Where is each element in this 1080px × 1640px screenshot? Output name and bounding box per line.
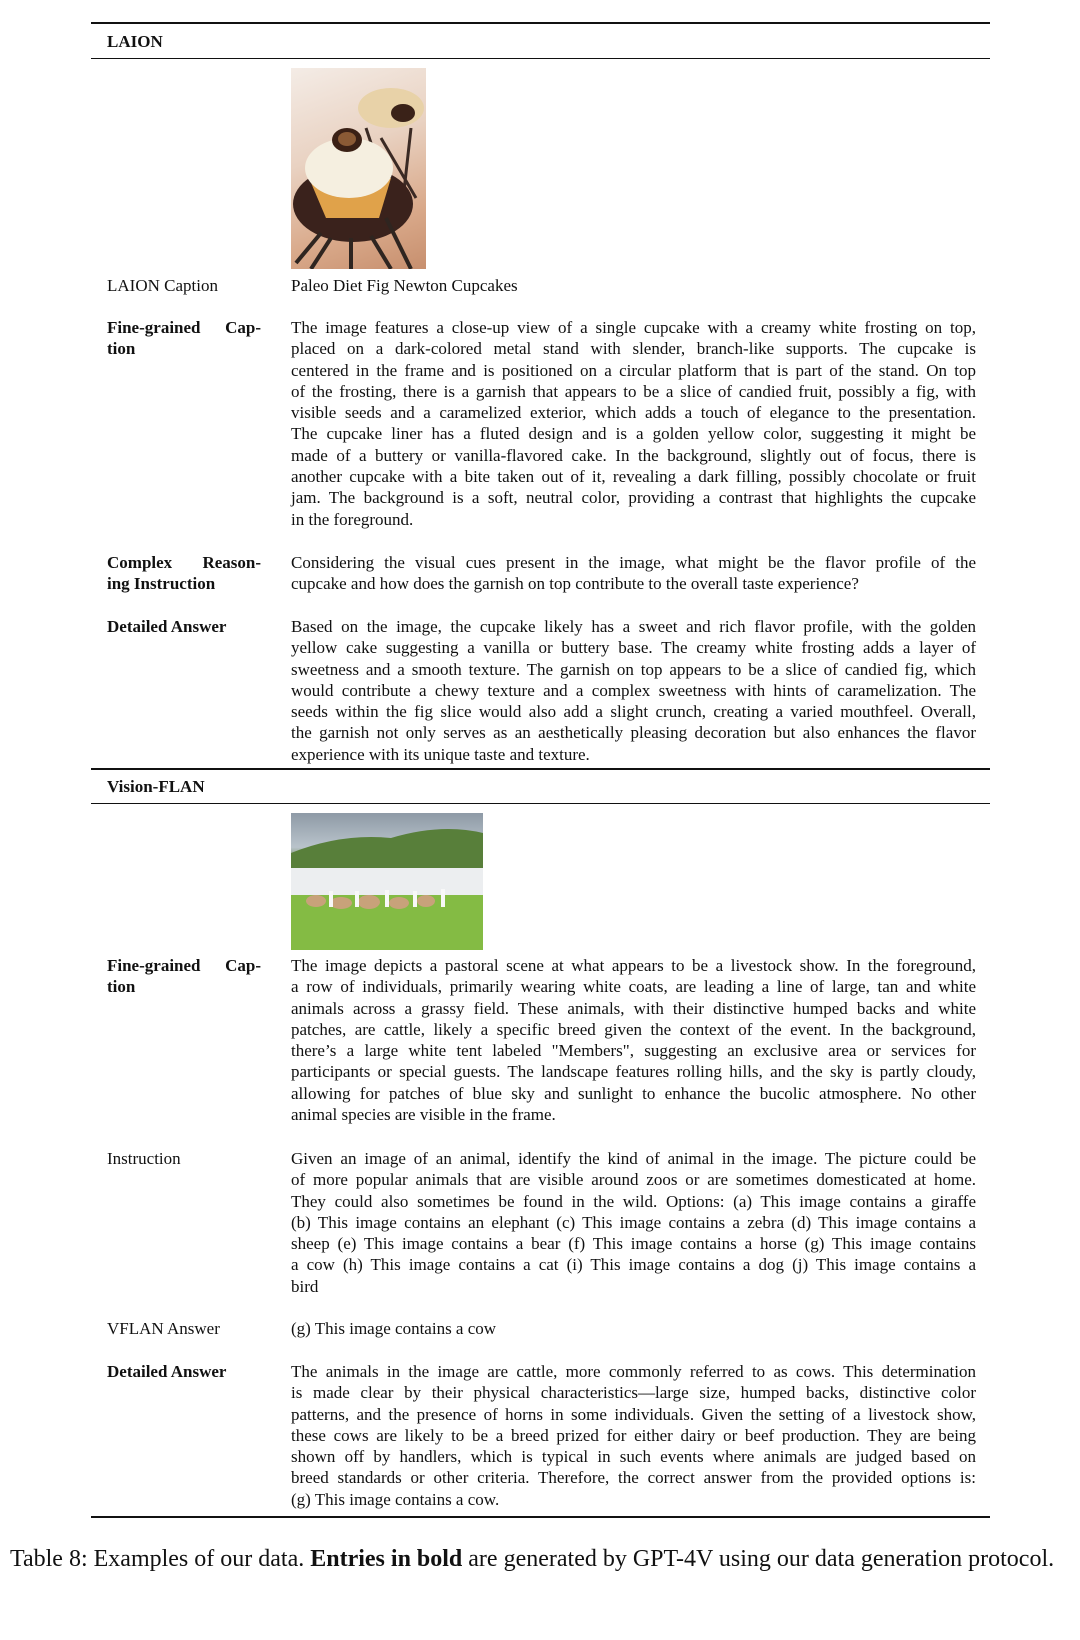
top-rule	[91, 22, 990, 24]
row-value-line: The image depicts a pastoral scene at what appears to be a livestock show. In the foreground,	[291, 956, 976, 975]
row-value	[291, 275, 976, 296]
row-value-line: another cupcake with a bite taken out of it, revealing a dark filling, possibly chocolate or fruit	[291, 467, 976, 487]
row-value-line: centered in the frame and is positioned on a circular platform that is part of the stand. On top	[291, 360, 976, 380]
row-label-line: Instruction	[107, 1149, 181, 1168]
row-label	[107, 1148, 261, 1169]
caption-prefix: Table 8: Examples of our data.	[10, 1546, 311, 1572]
row-value-line: The cupcake liner has a fluted design and is a golden yellow color, suggesting it might be	[291, 424, 976, 444]
row-value-line: jam. The background is a soft, neutral color, providing a contrast that highlights the cupcake	[291, 488, 976, 508]
row-value	[291, 552, 976, 595]
row-value-line: visible seeds and a caramelized exterior, which adds a touch of elegance to the presentation.	[291, 403, 976, 423]
row-value-line: would contribute a chewy texture and a complex sweetness with hints of caramelization. The	[291, 680, 976, 700]
section-rule	[91, 58, 990, 59]
section-rule	[91, 803, 990, 804]
row-value	[291, 616, 976, 765]
row-value-line: a cow (h) This image contains a cat (i) This image contains a dog (j) This image contains a	[291, 1255, 976, 1275]
row-value-line: (g) This image contains a cow.	[291, 1489, 500, 1509]
row-value-line: there’s a large white tent labeled "Members", suggesting an exclusive area or services for	[291, 1041, 976, 1061]
row-value-line: is made clear by their physical characteristics—large size, humped backs, distinctive color	[291, 1383, 976, 1403]
row-value-line: made of a buttery or vanilla-flavored cake. In the background, slightly out of focus, there is	[291, 445, 976, 465]
row-label	[107, 616, 261, 637]
row-value-line: these cows are likely to be a breed prized for either dairy or beef production. They are being	[291, 1425, 976, 1445]
cupcake-image	[291, 68, 426, 269]
row-value	[291, 317, 976, 530]
row-value-line: experience with its unique taste and texture.	[291, 744, 590, 764]
row-label	[107, 552, 261, 595]
bottom-rule	[91, 1516, 990, 1518]
row-value-line: a row of individuals, primarily wearing white coats, are leading a line of large, tan and white	[291, 977, 976, 997]
row-value-line: Considering the visual cues present in the image, what might be the flavor profile of the	[291, 553, 976, 572]
row-value-line: breed standards or other criteria. Therefore, the correct answer from the provided options is:	[291, 1468, 976, 1488]
row-value-line: (g) This image contains a cow	[291, 1319, 497, 1338]
row-value-line: participants or special guests. The landscape features rolling hills, and the sky is partly cloudy,	[291, 1062, 976, 1082]
row-label-line: tion	[107, 977, 136, 997]
row-value-line: bird	[291, 1276, 319, 1296]
row-value-line: yellow cake suggesting a vanilla or buttery base. The creamy white frosting adds a layer of	[291, 638, 976, 658]
row-value-line: sheep (e) This image contains a bear (f) This image contains a horse (g) This image contains	[291, 1234, 976, 1254]
row-value	[291, 1148, 976, 1297]
row-value	[291, 1361, 976, 1510]
row-label-line: LAION Caption	[107, 276, 218, 295]
row-label-line: VFLAN Answer	[107, 1319, 220, 1338]
row-label-line: Fine-grained Cap-	[107, 956, 261, 975]
livestock-show-image	[291, 813, 483, 950]
row-value-line: animals across a grassy field. These animals, with their distinctive humped backs and white	[291, 998, 976, 1018]
section-title-vision-flan: Vision-FLAN	[107, 777, 205, 796]
row-value-line: cupcake and how does the garnish on top contribute to the overall taste experience?	[291, 574, 859, 594]
row-value-line: placed on a dark-colored metal stand with slender, branch-like supports. The cupcake is	[291, 339, 976, 359]
row-label-line: Detailed Answer	[107, 617, 227, 636]
caption-bold: Entries in bold	[310, 1546, 463, 1572]
row-value-line: animal species are visible in the frame.	[291, 1105, 556, 1125]
row-label-line: Detailed Answer	[107, 1362, 227, 1381]
row-label	[107, 955, 261, 998]
row-label	[107, 317, 261, 360]
row-value-line: patterns, and the presence of horns in some individuals. Given the setting of a livestock show,	[291, 1404, 976, 1424]
row-label	[107, 1318, 261, 1339]
row-value-line: seeds within the fig slice would also add a slight crunch, creating a varied mouthfeel. Overall,	[291, 702, 976, 722]
row-value-line: They could also sometimes be found in the wild. Options: (a) This image contains a giraffe	[291, 1191, 976, 1211]
row-label	[107, 1361, 261, 1382]
row-value-line: Based on the image, the cupcake likely has a sweet and rich flavor profile, with the golden	[291, 617, 976, 636]
row-label	[107, 275, 261, 296]
row-label-line: Complex Reason-	[107, 553, 261, 572]
row-value-line: in the foreground.	[291, 509, 414, 529]
table-caption	[10, 1545, 1072, 1574]
caption-suffix: are generated by GPT-4V using our data generation protocol.	[462, 1546, 1055, 1572]
row-value-line: the garnish not only serves as an aesthetically pleasing decoration but also enhances the flavor	[291, 723, 976, 743]
row-value-line: allowing for patches of blue sky and sunlight to enhance the bucolic atmosphere. No other	[291, 1083, 976, 1103]
row-label-line: Fine-grained Cap-	[107, 318, 261, 337]
row-value-line: Given an image of an animal, identify the kind of animal in the image. The picture could be	[291, 1149, 976, 1168]
row-value-line: shown off by handlers, which is typical in such events where animals are judged based on	[291, 1447, 976, 1467]
row-value-line: sweetness and a smooth texture. The garnish on top appears to be a slice of candied fig, which	[291, 659, 976, 679]
section-rule	[91, 768, 990, 770]
row-label-line: ing Instruction	[107, 574, 216, 594]
row-value-line: of more popular animals that are visible around zoos or are sometimes domesticated at home.	[291, 1170, 976, 1190]
row-value	[291, 1318, 976, 1339]
row-value-line: The image features a close-up view of a single cupcake with a creamy white frosting on top,	[291, 318, 976, 337]
row-label-line: tion	[107, 339, 136, 359]
section-title-laion: LAION	[107, 32, 163, 51]
row-value-line: of the frosting, there is a garnish that appears to be a slice of candied fruit, possibly a fig, with	[291, 381, 976, 401]
row-value-line: Paleo Diet Fig Newton Cupcakes	[291, 276, 518, 295]
row-value	[291, 955, 976, 1125]
row-value-line: The animals in the image are cattle, more commonly referred to as cows. This determination	[291, 1362, 976, 1381]
row-value-line: (b) This image contains an elephant (c) This image contains a zebra (d) This image contains a	[291, 1212, 976, 1232]
row-value-line: patches, are cattle, likely a specific breed given the context of the event. In the background,	[291, 1019, 976, 1039]
